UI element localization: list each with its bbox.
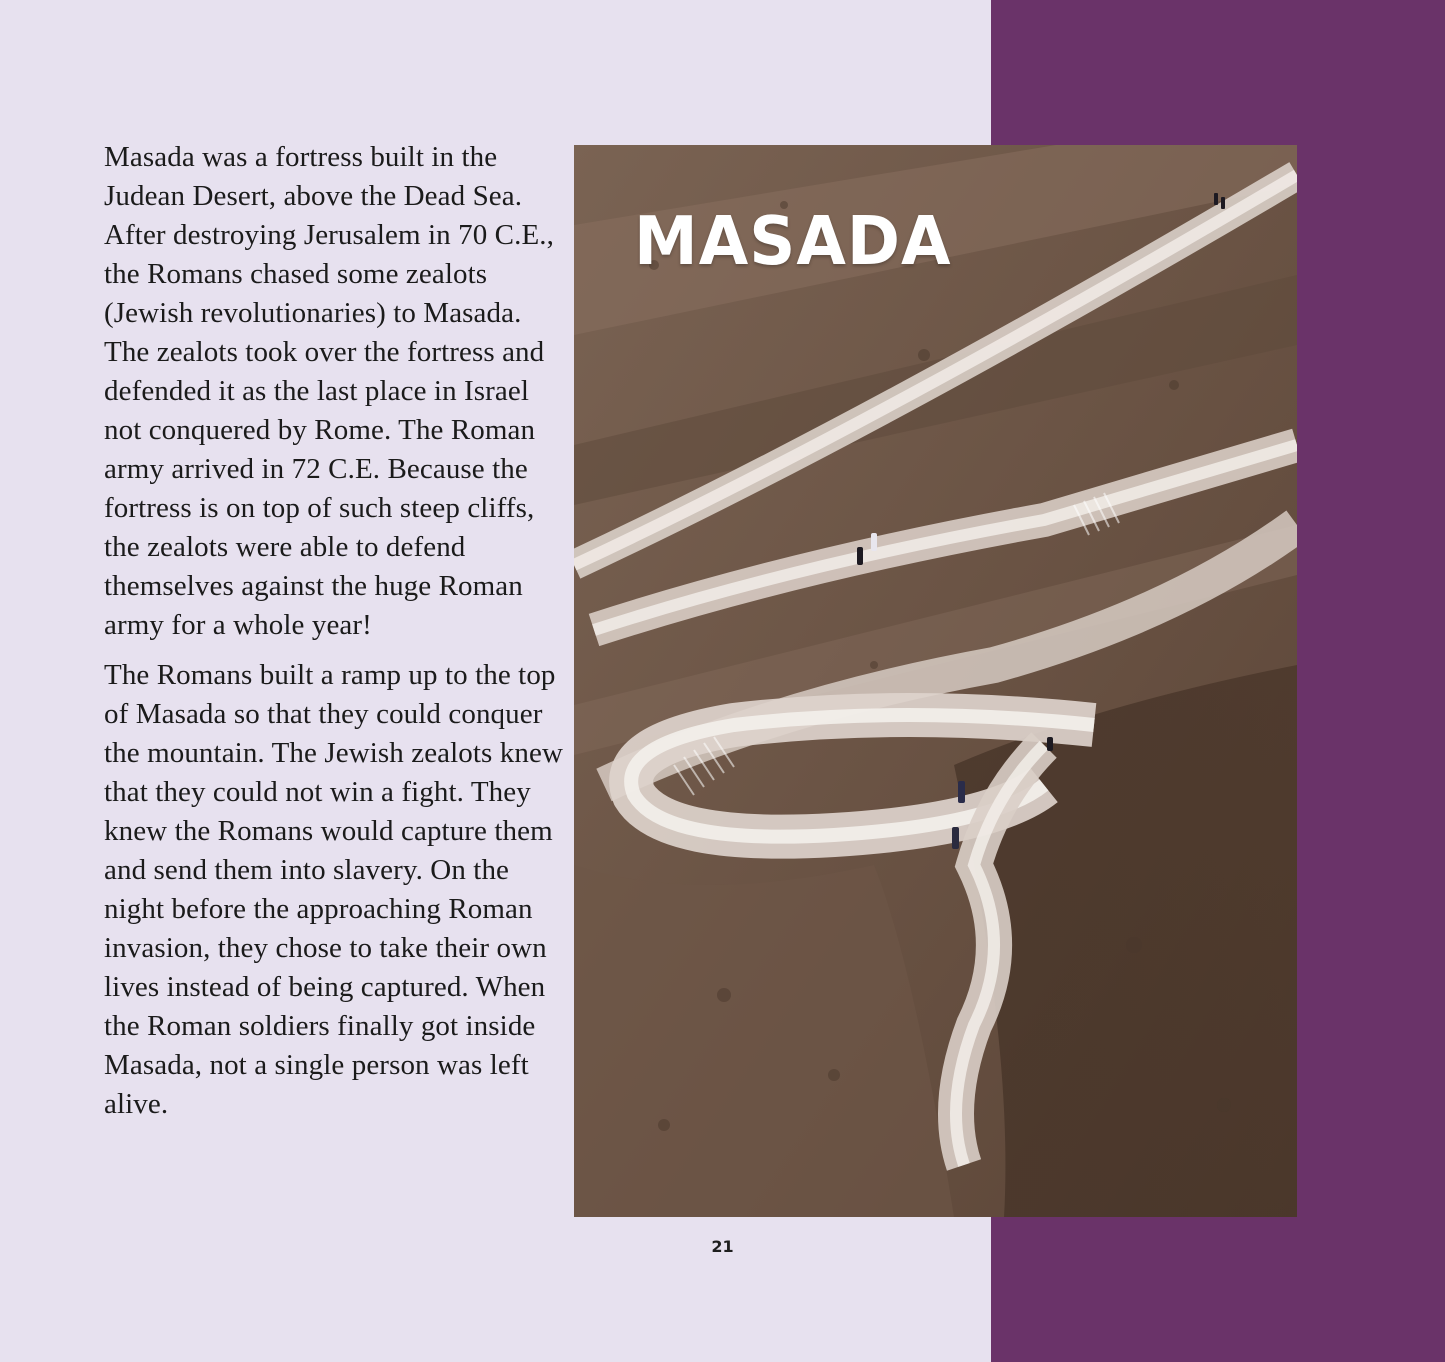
page-number: 21 bbox=[711, 1237, 734, 1256]
paragraph-1: Masada was a fortress built in the Judean Desert, above the Dead Sea. After destroying Jerusalem in 70 C.E., the Romans chased some zealots (Jewish revolutionaries) to Masada. The zealots took over the fortress and defended it as the last place in Israel not conquered by Rome. The Roman army arrived in 72 C.E. Because the fortress is on top of such steep cliffs, the zealots were able to defend themselves against the huge Roman army for a whole year! bbox=[104, 141, 554, 641]
masada-photo bbox=[574, 145, 1297, 1217]
article-body bbox=[104, 138, 566, 1135]
photo-title: MASADA bbox=[634, 203, 952, 281]
photo-illustration bbox=[574, 145, 1297, 1217]
paragraph-2: The Romans built a ramp up to the top of Masada so that they could conquer the mountain. The Jewish zealots knew that they could not win a fight. They knew the Romans would capture them and send them into slavery. On the night before the approaching Roman invasion, they chose to take their own lives instead of being captured. When the Roman soldiers finally got inside Masada, not a single person was left alive. bbox=[104, 659, 564, 1120]
